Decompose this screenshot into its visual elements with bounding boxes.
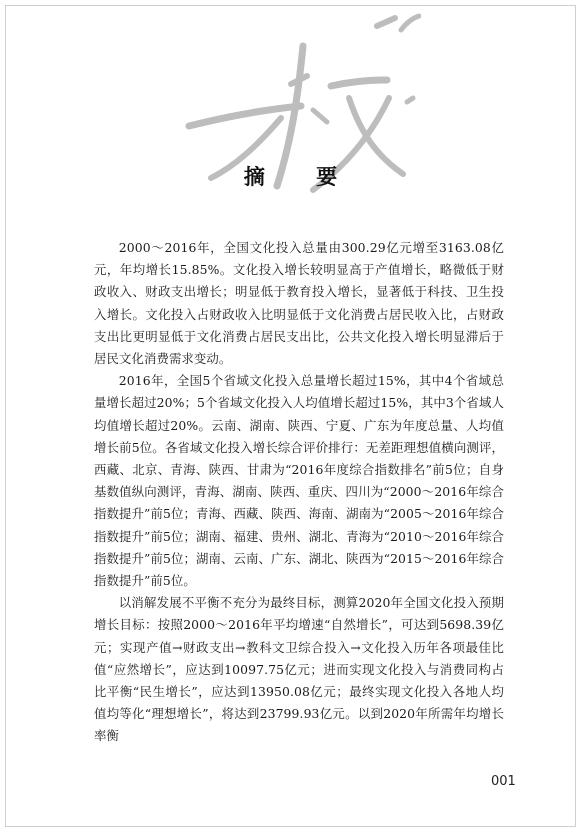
abstract-heading: 摘 要 [243, 165, 360, 189]
paragraph-2: 2016年，全国5个省域文化投入总量增长超过15%，其中4个省域总量增长超过20%；5个省域文化投入人均值增长超过15%，其中3个省域人均值增长超过20%。云南、湖南、陕西、宁夏、广东为年度总量、人均值增长前5位。各省域文化投入增长综合评价排行：无差距理想值横向测评，西藏、北京、青海、陕西、甘肃为“2016年度综合指数排名”前5位；自身基数值纵向测评，青海、湖南、陕西、重庆、四川为“2000～2016年综合指数提升”前5位；青海、西藏、陕西、海南、湖南为“2005～2016年综合指数提升”前5位；湖南、福建、贵州、湖北、青海为“2010～2016年综合指数提升”前5位；湖南、云南、广东、湖北、陕西为“2015～2016年综合指数提升”前5位。 [94, 373, 504, 589]
document-page [5, 5, 576, 827]
paragraph-3: 以消解发展不平衡不充分为最终目标，测算2020年全国文化投入预期增长目标：按照2000～2016年平均增速“自然增长”，可达到5698.39亿元；实现产值→财政支出→教科文卫综合投入→文化投入历年各项最佳比值“应然增长”，应达到10097.75亿元；进而实现文化投入与消费同构占比平衡“民生增长”，应达到13950.08亿元；最终实现文化投入各地人均值均等化“理想增长”，将达到23799.93亿元。以到2020年所需年均增长率衡 [94, 595, 504, 744]
abstract-body [94, 237, 504, 748]
page-number: 001 [491, 774, 516, 789]
paragraph-1: 2000～2016年，全国文化投入总量由300.29亿元增至3163.08亿元，年均增长15.85%。文化投入增长较明显高于产值增长，略微低于财政收入、财政支出增长；明显低于教育投入增长，显著低于科技、卫生投入增长。文化投入占财政收入比明显低于文化消费占居民收入比，占财政支出比更明显低于文化消费占居民支出比，公共文化投入增长明显滞后于居民文化消费需求变动。 [94, 240, 504, 367]
